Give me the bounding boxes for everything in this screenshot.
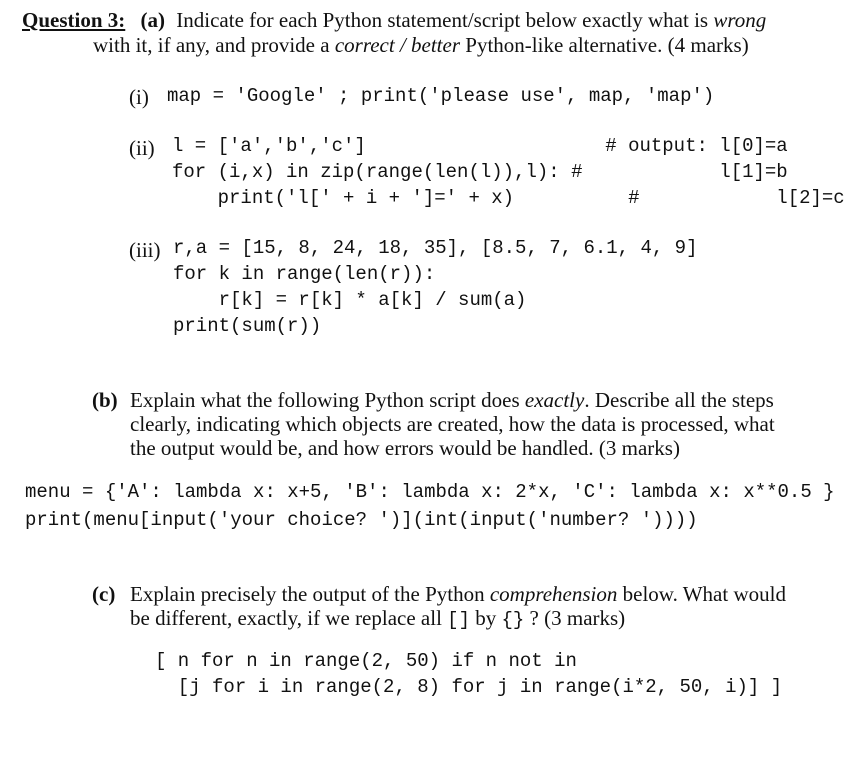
part-a-emph-2: correct / better — [334, 33, 461, 57]
part-b-label — [92, 388, 118, 412]
part-b-label-text: (b) — [92, 388, 118, 412]
part-a-emph-1: wrong — [713, 8, 767, 32]
part-a-text-1: Indicate for each Python statement/script below exactly what is — [176, 8, 714, 32]
part-c-inline-code-2: {} — [501, 609, 525, 631]
part-b-line-1 — [130, 388, 830, 412]
part-c-text-5: ? (3 marks) — [524, 606, 626, 630]
item-ii-label: (ii) — [129, 136, 155, 160]
part-c-text-2: below. What would — [617, 582, 786, 606]
part-b-text-1: Explain what the following Python script does — [130, 388, 525, 412]
part-b-code-2: print(menu[input('your choice? ')](int(input('number? ')))) — [25, 509, 698, 531]
part-c-line-1 — [130, 582, 830, 606]
item-iii-label: (iii) — [129, 238, 161, 262]
part-a-text-2: with it, if any, and provide a — [93, 33, 335, 57]
item-iii-code-1: r,a = [15, 8, 24, 18, 35], [8.5, 7, 6.1, 4, 9] — [173, 237, 698, 259]
part-b-line-2: clearly, indicating which objects are created, how the data is processed, what — [130, 412, 775, 436]
item-ii-code-2: for (i,x) in zip(range(len(l)),l): # l[1]=b — [172, 161, 788, 183]
part-c-text-3: be different, exactly, if we replace all — [130, 606, 448, 630]
part-c-text-1: Explain precisely the output of the Python — [130, 582, 490, 606]
part-c-code-1: [ n for n in range(2, 50) if n not in — [155, 650, 577, 672]
item-iii-code-4: print(sum(r)) — [173, 315, 322, 337]
part-a-line-2 — [93, 33, 833, 57]
item-iii-code-2: for k in range(len(r)): — [173, 263, 436, 285]
part-c-label — [92, 582, 115, 606]
item-ii-code-1: l = ['a','b','c'] # output: l[0]=a — [172, 135, 788, 157]
part-c-line-2 — [130, 606, 830, 633]
part-c-emph: comprehension — [489, 582, 618, 606]
part-c-code-2: [j for i in range(2, 8) for j in range(i*2, 50, i)] ] — [155, 676, 783, 698]
question-heading-line — [22, 8, 832, 32]
part-b-emph: exactly — [524, 388, 585, 412]
question-title: Question 3: — [22, 8, 126, 32]
item-ii-code-3: print('l[' + i + ']=' + x) # l[2]=c — [172, 187, 845, 209]
part-b-line-3: the output would be, and how errors would be handled. (3 marks) — [130, 436, 680, 460]
item-iii-code-3: r[k] = r[k] * a[k] / sum(a) — [173, 289, 527, 311]
part-a-text-3: Python-like alternative. (4 marks) — [460, 33, 749, 57]
item-i-label: (i) — [129, 85, 149, 109]
part-b-code-1: menu = {'A': lambda x: x+5, 'B': lambda x: 2*x, 'C': lambda x: x**0.5 } — [25, 481, 835, 503]
part-c-text-4: by — [469, 606, 502, 630]
part-b-text-2: . Describe all the steps — [584, 388, 774, 412]
part-c-label-text: (c) — [92, 582, 116, 606]
part-a-label: (a) — [140, 8, 166, 32]
item-i-code: map = 'Google' ; print('please use', map, 'map') — [167, 85, 715, 107]
part-c-inline-code-1: [] — [447, 609, 470, 631]
